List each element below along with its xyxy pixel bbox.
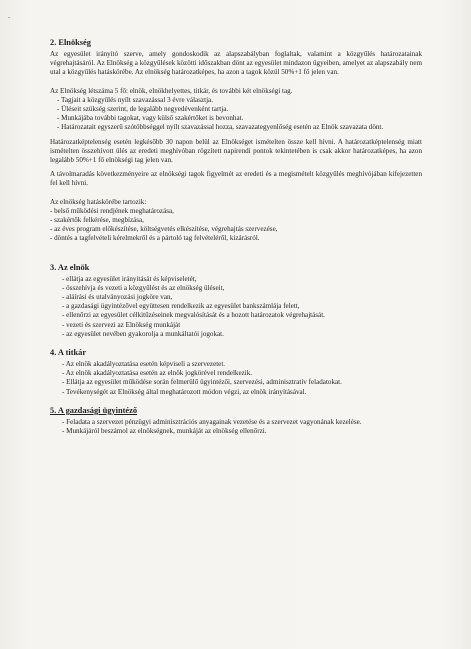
- paragraph: Az egyesület irányító szerve, amely gondoskodik az alapszabályban foglaltak, valamint a közgyűlés határozatainak végrehajtásáról. Az Elnökség a közgyűlések közötti időszakban dönt az egyesület mindazon ügyeiben, amelyet az alapszabály nem utal a közgyűlés hatáskörébe. Az elnökség határozatképes, ha azon a tagok közül 50%+1 fő jelen van.: [50, 50, 422, 77]
- list-item: - Üléseit szükség szerint, de legalább negyedévenként tartja.: [57, 105, 229, 114]
- list-item: - ellenőrzi az egyesület célkitűzéseinek megvalósítását és a hozott határozatok végrehajtását.: [62, 311, 325, 320]
- list: [50, 418, 422, 436]
- list-item: - Az elnök akadályoztatása esetén képviseli a szervezetet.: [62, 360, 226, 369]
- list-item: - aláírási és utalványozási jogköre van,: [62, 293, 173, 302]
- list: [50, 275, 422, 339]
- list-item: - Feladata a szervezet pénzügyi adminisztrációs anyagainak vezetése és a szervezet vagyonának kezelése.: [62, 417, 362, 426]
- list-item: - szakértők felkérése, megbízása,: [50, 216, 144, 225]
- section-elnokseg: [50, 38, 422, 244]
- list: [50, 207, 422, 244]
- list-item: - ellátja az egyesület irányítását és képviseletét,: [62, 274, 197, 283]
- document-body: [50, 38, 422, 436]
- list-item: - Tevékenységét az Elnökség által meghatározott módon végzi, az elnök irányításával.: [62, 387, 307, 396]
- paragraph: Határozatképtelenség esetén legkésőbb 30 napon belül az Elnökséget ismételten össze kell hívni. A határozatképtelenség miatt ismételten összehívott ülés az eredeti meghívóban rögzített napirendi pontok tekintetében is csak akkor határozatképes, ha azon legalább 50%+1 fő elnökségi tag jelen van.: [50, 137, 422, 165]
- list-item: - az éves program előkészítése, költségvetés elkészítése, végrehajtás szervezése,: [50, 225, 278, 234]
- list-item: - Ellátja az egyesület működése során felmerülő ügyintézői, szervezési, adminisztratív feladatokat.: [62, 378, 342, 387]
- corner-mark: -: [8, 13, 11, 21]
- section-gazdasagi: [50, 406, 422, 436]
- list-item: - Munkájáról beszámol az elnökségnek, munkáját az elnökség ellenőrzi.: [62, 427, 267, 436]
- section-heading: 3. Az elnök: [50, 262, 90, 272]
- list-item: - a gazdasági ügyintézővel együttesen rendelkezik az egyesület bankszámlája felett,: [62, 302, 300, 311]
- list: [50, 96, 422, 133]
- list-item: - az egyesület nevében gyakorolja a munkáltatói jogokat.: [62, 329, 224, 338]
- list-item: - Tagjait a közgyűlés nyílt szavazással 3 évre választja.: [57, 95, 213, 104]
- paragraph: Az elnökség hatáskörébe tartozik:: [50, 197, 147, 206]
- section-titkar: [50, 348, 422, 397]
- list-item: - Munkájába további tagokat, vagy külső szakértőket is bevonhat.: [57, 114, 244, 123]
- section-heading: 4. A titkár: [50, 348, 87, 358]
- section-heading: 5. A gazdasági ügyintéző: [50, 405, 138, 415]
- list-item: - összehívja és vezeti a közgyűlést és az elnökség üléseit,: [62, 283, 225, 292]
- section-heading: 2. Elnökség: [50, 38, 91, 47]
- list-item: - Az elnök akadályoztatása esetén az elnök jogkörével rendelkezik.: [62, 369, 253, 378]
- paragraph: Az Elnökség létszáma 5 fő: elnök, elnökhelyettes, titkár, és további két elnökségi tag.: [50, 86, 293, 95]
- list-item: - döntés a tagfelvételi kérelmekről és a pártoló tag felvételéről, kizárásról.: [50, 234, 260, 243]
- list-item: - vezeti és szervezi az Elnökség munkáját: [62, 320, 181, 329]
- section-elnok: [50, 263, 422, 339]
- list-item: - belső működési rendjének meghatározása,: [50, 206, 174, 215]
- list: [50, 360, 422, 397]
- list-item: - Határozatait egyszerű szótöbbséggel nyílt szavazással hozza, szavazategyenlőség esetén az Elnök szavazata dönt.: [57, 123, 384, 132]
- paragraph: A távolmaradás következményeire az elnökségi tagok figyelmét az eredeti és a megismételt közgyűlés meghívójában kifejezetten fel kell hívni.: [50, 170, 422, 188]
